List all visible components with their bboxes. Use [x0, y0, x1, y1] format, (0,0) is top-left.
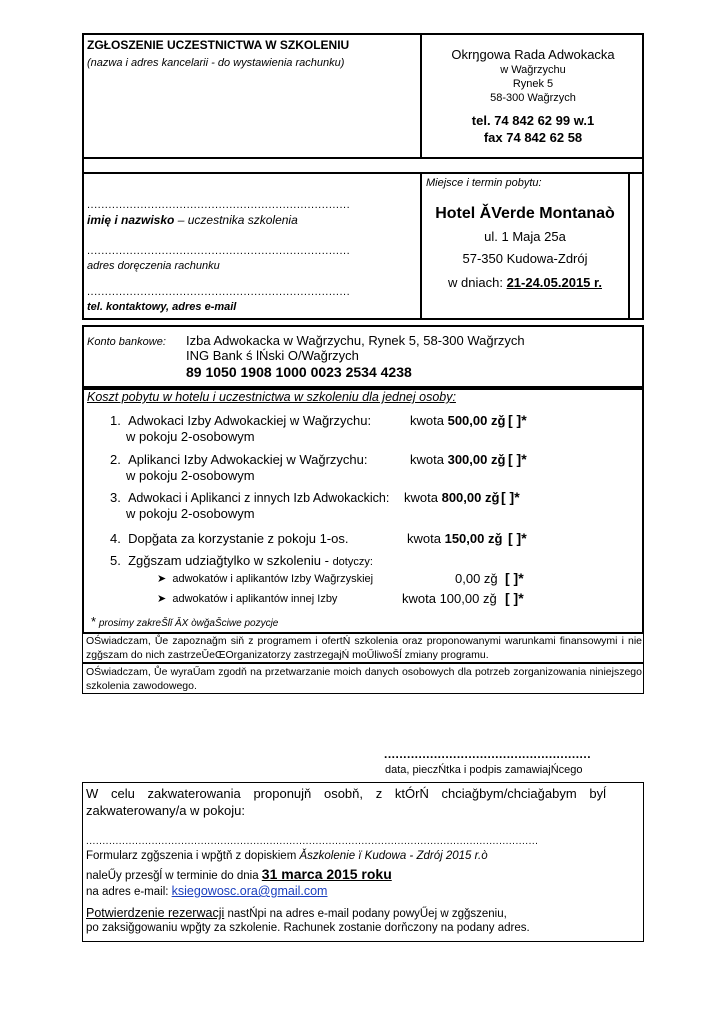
- confirmation-line-1: [86, 906, 507, 920]
- costs-heading: Koszt pobytu w hotelu i uczestnictwa w szkoleniu dla jednej osoby:: [87, 390, 456, 404]
- cost-item-small: dotyczy:: [332, 556, 373, 568]
- bullet-text: adwokatów i aplikantów innej Izby: [172, 593, 338, 605]
- stay-dates: [422, 273, 628, 293]
- cost-item-1-checkbox[interactable]: [ ]*: [508, 412, 527, 428]
- form-subtitle: (nazwa i adres kancelarii - do wystawienia rachunku): [87, 57, 345, 69]
- cost-item-number: 1.: [110, 413, 121, 428]
- form-title: ZGŁOSZENIE UCZESTNICTWA W SZKOLENIU: [87, 38, 350, 52]
- address-dots: ..........................................................................: [87, 245, 351, 257]
- cost-item-number: 3.: [110, 490, 121, 505]
- form-instruction-text: Formularz zgǧszenia i wpǧtň z dopiskiem: [86, 850, 300, 862]
- org-name: Okrŋgowa Rada Adwokacka: [451, 47, 615, 62]
- bank-line1: Izba Adwokacka w Waǧrzychu, Rynek 5, 58-300 Waǧrzych: [186, 333, 525, 348]
- org-fax: fax 74 842 62 58: [483, 130, 583, 145]
- cost-item-text: Dopǧata za korzystanie z pokoju 1-os.: [128, 531, 349, 546]
- cost-item-text: Aplikanci Izby Adwokackiej w Waǧrzychu:: [128, 452, 368, 467]
- name-label-bold: imię i nazwisko: [87, 213, 175, 227]
- stay-dates-value: 21-24.05.2015 r.: [506, 275, 602, 290]
- name-label-rest: – uczestnika szkolenia: [174, 213, 298, 227]
- bullet-item-1-price: 0,00 zǧ: [455, 571, 498, 586]
- accommodation-intro: W celu zakwaterowania proponujň osobň, z ktÓrŃ chciaǧbym/chciaǧabym byĺ zakwaterowany/a w pokoju:: [86, 786, 606, 818]
- cost-item-number: 5.: [110, 553, 121, 568]
- cost-item-4-checkbox[interactable]: [ ]*: [508, 530, 527, 546]
- org-postal: 58-300 Waǧrzych: [490, 92, 576, 104]
- confirmation-text: nastŃpi na adres e-mail podany powyŰej w zgǧszeniu,: [224, 908, 507, 920]
- cost-item-2-price: [410, 452, 505, 467]
- name-dots: ..........................................................................: [87, 199, 351, 211]
- cost-item-1-sub: w pokoju 2-osobowym: [126, 429, 255, 444]
- cost-item-5: [110, 553, 373, 568]
- arrow-bullet-icon: ➤: [157, 593, 167, 605]
- form-instruction-note: Ǎszkolenie ï Kudowa - Zdrój 2015 r.ò: [299, 850, 488, 862]
- cost-item-text: Adwokaci i Aplikanci z innych Izb Adwokackich:: [128, 491, 390, 505]
- confirmation-line-2: po zaksiǧgowaniu wpǧty za szkolenie. Rachunek zostanie dorňczony na podany adres.: [86, 922, 530, 934]
- org-city: w Waǧrzychu: [500, 64, 566, 76]
- price: 150,00 zǧ: [444, 531, 503, 546]
- bullet-item-2-price: kwota 100,00 zǧ: [402, 591, 497, 606]
- cost-item-4-price: [407, 531, 502, 546]
- email-line: [86, 884, 327, 898]
- hotel-name: Hotel ǍVerde Montanaò: [435, 205, 615, 222]
- org-street: Rynek 5: [512, 78, 554, 90]
- bullet-item-2: [157, 592, 337, 605]
- cost-item-number: 2.: [110, 452, 121, 467]
- kwota-label: kwota: [407, 531, 441, 546]
- note-text: prosimy zakreŠlǐ ǍX òwǧaŠciwe pozycje: [98, 618, 279, 629]
- bullet-item-1-checkbox[interactable]: [ ]*: [505, 570, 524, 586]
- price: 300,00 zǧ: [447, 452, 506, 467]
- cost-item-text: Adwokaci Izby Adwokackiej w Waǧrzychu:: [128, 413, 372, 428]
- bank-account: 89 1050 1908 1000 0023 2534 4238: [186, 364, 412, 380]
- cost-item-3-sub: w pokoju 2-osobowym: [126, 506, 255, 521]
- cost-item-2-checkbox[interactable]: [ ]*: [508, 451, 527, 467]
- cost-item-text: Zgǧszam udziaǧtylko w szkoleniu -: [128, 553, 333, 568]
- hotel-street: ul. 1 Maja 25a: [484, 229, 566, 244]
- kwota-label: kwota: [410, 452, 444, 467]
- address-label: adres doręczenia rachunku: [87, 260, 220, 272]
- email-link[interactable]: ksiegowosc.ora@gmail.com: [171, 884, 328, 898]
- cost-item-3: [110, 490, 389, 505]
- bullet-item-1: [157, 572, 373, 585]
- bullet-text: adwokatów i aplikantów Izby Waǧrzyskiej: [172, 573, 374, 585]
- selection-note: [91, 614, 278, 629]
- venue-right-border: [628, 174, 630, 319]
- form-instruction: [86, 850, 488, 862]
- kwota-label: kwota: [410, 413, 444, 428]
- bank-label: Konto bankowe:: [87, 336, 166, 348]
- contact-label: tel. kontaktowy, adres e-mail: [87, 301, 237, 313]
- cost-item-3-price: [404, 490, 499, 505]
- roommate-dots: ..........................................................................................................................................: [86, 836, 539, 847]
- declaration-2: OŚwiadczam, Ůe wyraŰam zgodň na przetwarzanie moich danych osobowych dla potrzeb zorganizowania niniejszego szkolenia zawodowego.: [86, 666, 642, 692]
- hotel-city: 57-350 Kudowa-Zdrój: [462, 251, 588, 266]
- signature-label: data, pieczŃtka i podpis zamawiajŃcego: [385, 764, 583, 776]
- cost-item-4: [110, 531, 348, 546]
- venue-label: Miejsce i termin pobytu:: [426, 177, 542, 189]
- name-label: [87, 213, 298, 227]
- bank-line2: ING Bank ś lŃski O/Waǧrzych: [186, 348, 359, 363]
- deadline-line: [86, 866, 392, 882]
- cost-item-2: [110, 452, 367, 467]
- cost-item-3-checkbox[interactable]: [ ]*: [501, 489, 520, 505]
- deadline-date: 31 marca 2015 roku: [261, 866, 392, 882]
- bullet-item-2-checkbox[interactable]: [ ]*: [505, 590, 524, 606]
- venue-details: [422, 203, 628, 293]
- declaration-1: OŚwiadczam, Ůe zapoznaǧm siň z programem i ofertŃ szkolenia oraz proponowanymi warunkami finansowymi i nie zgǧszam do nich zastrzeǓeŒOrganizatorzy zastrzegajŃ moŰliwoŠĺ zmiany programu.: [86, 635, 642, 661]
- cost-item-2-sub: w pokoju 2-osobowym: [126, 468, 255, 483]
- price: 800,00 zǧ: [441, 490, 500, 505]
- price: 500,00 zǧ: [447, 413, 506, 428]
- arrow-bullet-icon: ➤: [157, 573, 167, 585]
- note-star: *: [91, 614, 97, 629]
- cost-item-number: 4.: [110, 531, 121, 546]
- cost-item-1: [110, 413, 371, 428]
- cost-item-1-price: [410, 413, 505, 428]
- signature-dots: ......................................................: [384, 747, 592, 761]
- org-address: [422, 46, 644, 146]
- confirmation-heading: Potwierdzenie rezerwacji: [86, 906, 225, 920]
- email-prefix: na adres e-mail:: [86, 886, 172, 898]
- deadline-prefix: naleŰy przesǧĺ w terminie do dnia: [86, 870, 262, 882]
- kwota-label: kwota: [404, 490, 438, 505]
- org-phone: tel. 74 842 62 99 w.1: [471, 113, 595, 128]
- stay-dates-prefix: w dniach:: [448, 275, 507, 290]
- contact-dots: ..........................................................................: [87, 286, 351, 298]
